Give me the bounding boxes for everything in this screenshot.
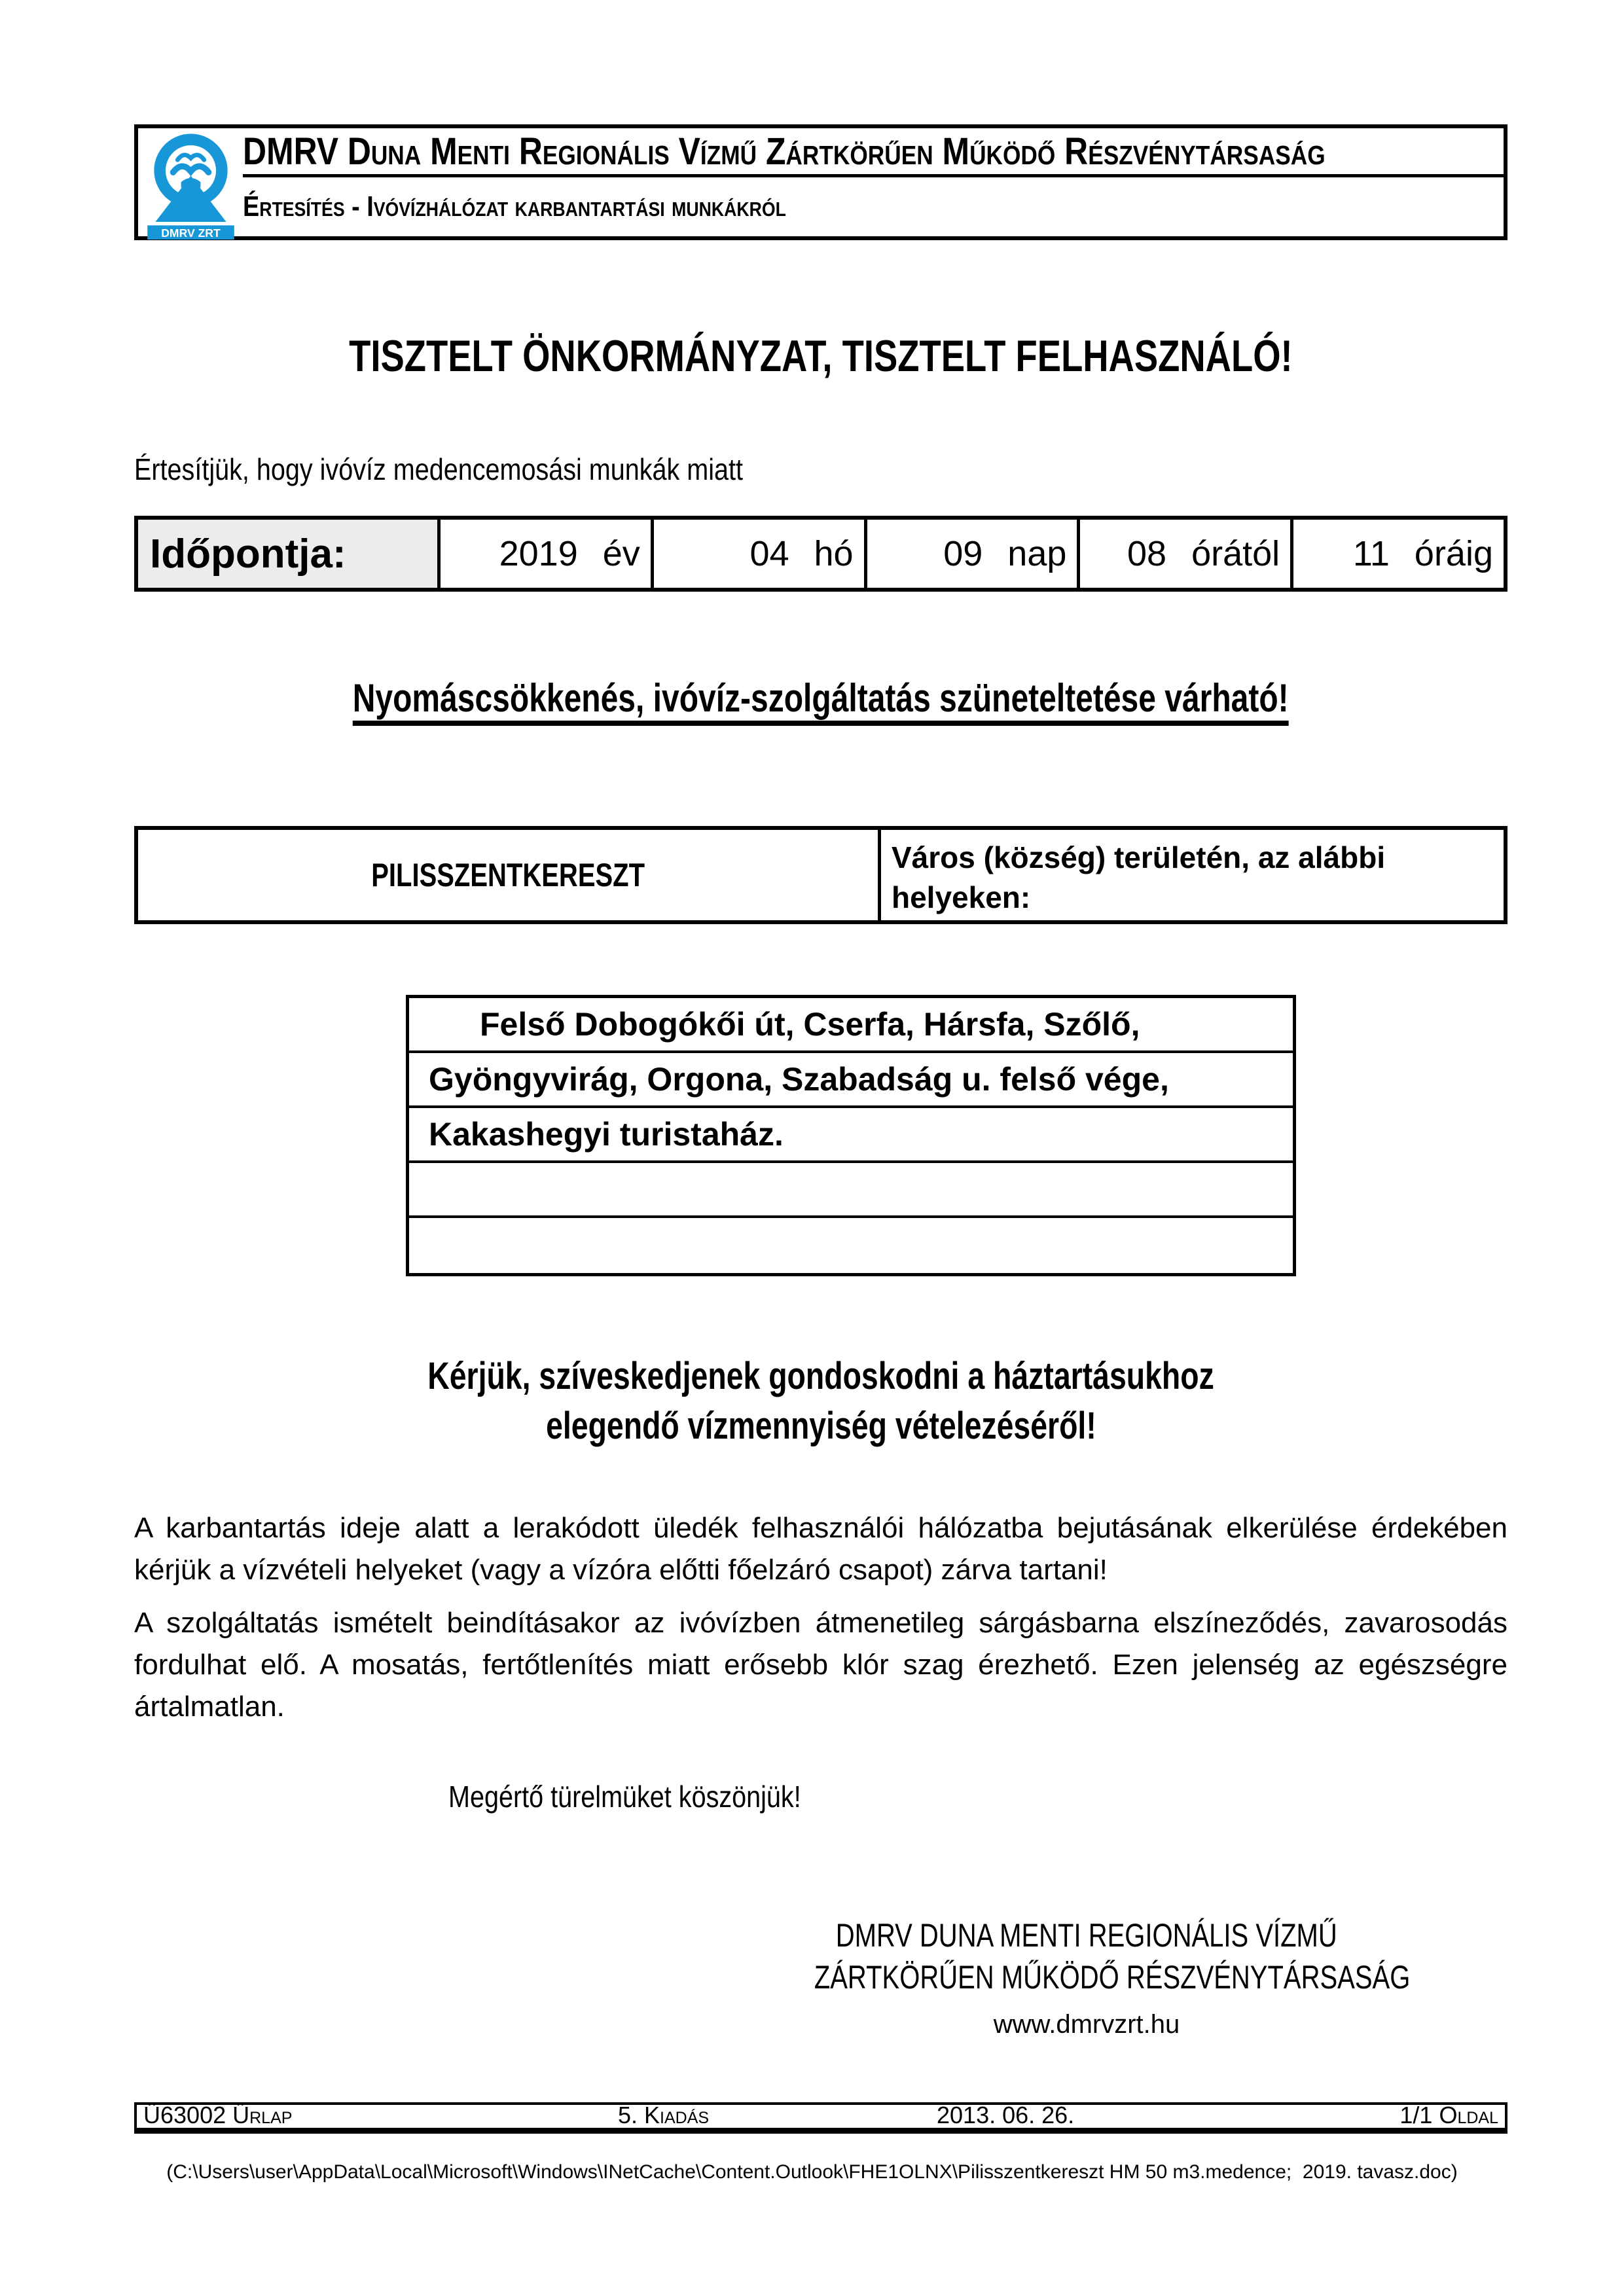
file-path-line: (C:\Users\user\AppData\Local\Microsoft\Windows\INetCache\Content.Outlook\FHE1OLNX\Pilisszentkereszt HM 50 m3.medence; 2019. tavasz.doc) [166,2161,1458,2183]
signature-block [740,1914,1434,2045]
day-unit: nap [1007,534,1067,573]
request-heading [134,1352,1507,1451]
footer-page-number: 1/1 Oldal [1399,2101,1498,2128]
company-logo [138,128,243,240]
footer-bar [134,2102,1507,2134]
logo-text: DMRV ZRT [161,226,221,240]
website-url: www.dmrvzrt.hu [993,2010,1180,2039]
schedule-day-cell [867,520,1081,588]
day-value: 09 [943,534,983,573]
from-hour-value: 08 [1127,534,1167,573]
notice-subtitle: Értesítés - Ivóvízhálózat karbantartási munkákról [243,190,786,223]
page-title: TISZTELT ÖNKORMÁNYZAT, TISZTELT FELHASZNÁLÓ! [349,331,1293,381]
streets-table [406,995,1296,1276]
year-value: 2019 [499,534,578,573]
signature-line1: DMRV DUNA MENTI REGIONÁLIS VÍZMŰ [835,1917,1338,1954]
intro-line: Értesítjük, hogy ivóvíz medencemosási munkák miatt [134,452,744,486]
location-label-cell [881,830,1504,920]
header-box [134,124,1507,240]
signature-line2: ZÁRTKÖRŰEN MŰKÖDŐ RÉSZVÉNYTÁRSASÁG [814,1959,1411,1996]
footer-edition: 5. Kiadás [618,2101,710,2128]
notice-subtitle-row [243,177,1504,236]
footer-date: 2013. 06. 26. [937,2101,1075,2128]
to-hour-unit: óráig [1414,534,1493,573]
request-heading-line2: elegendő vízmennyiség vételezéséről! [545,1405,1096,1447]
schedule-table [134,516,1507,592]
discoloration-paragraph: A szolgáltatás ismételt beindításakor az ivóvízben átmenetileg sárgásbarna elszíneződés, zavarosodás fordulhat elő. A mosatás, fertőtlenítés miatt erősebb klór szag érezhető. Ezen jelenség az egészségre ártalmatlan. [134,1607,1507,1723]
company-name-row [243,128,1504,177]
dmrv-logo-icon [143,132,238,240]
footer-form-id: Ü63002 Űrlap [143,2101,293,2128]
year-unit: év [602,534,640,573]
street-row-2: Gyöngyvirág, Orgona, Szabadság u. felső vége, [409,1053,1293,1108]
street-row-1: Felső Dobogókői út, Cserfa, Hársfa, Szőlő, [409,998,1293,1053]
warning-heading: Nyomáscsökkenés, ivóvíz-szolgáltatás szüneteltetése várható! [353,676,1289,720]
maintenance-paragraph: A karbantartás ideje alatt a lerakódott üledék felhasználói hálózatba bejutásának elkerülése érdekében kérjük a vízvételi helyeket (vagy a vízóra előtti főelzáró csapot) zárva tartani! [134,1512,1507,1586]
street-row-5 [409,1218,1293,1273]
month-value: 04 [749,534,789,573]
company-name: DMRV Duna Menti Regionális Vízmű Zártkörűen Működő Részvénytársaság [243,130,1326,173]
request-heading-line1: Kérjük, szíveskedjenek gondoskodni a háztartásukhoz [427,1355,1214,1397]
schedule-month-cell [654,520,867,588]
month-unit: hó [814,534,854,573]
header-text-block [243,128,1504,236]
street-row-3: Kakashegyi turistaház. [409,1108,1293,1163]
thanks-line: Megértő türelmüket köszönjük! [448,1780,801,1814]
to-hour-value: 11 [1352,534,1390,573]
location-label: Város (község) területén, az alábbi helyeken: [892,840,1386,914]
city-name: PILISSZENTKERESZT [371,857,645,893]
schedule-year-cell [441,520,654,588]
schedule-to-hour-cell [1293,520,1504,588]
from-hour-unit: órától [1191,534,1280,573]
street-row-4 [409,1163,1293,1218]
location-table [134,826,1507,924]
schedule-label-cell: Időpontja: [138,520,441,588]
schedule-from-hour-cell [1080,520,1293,588]
city-cell [138,830,881,920]
